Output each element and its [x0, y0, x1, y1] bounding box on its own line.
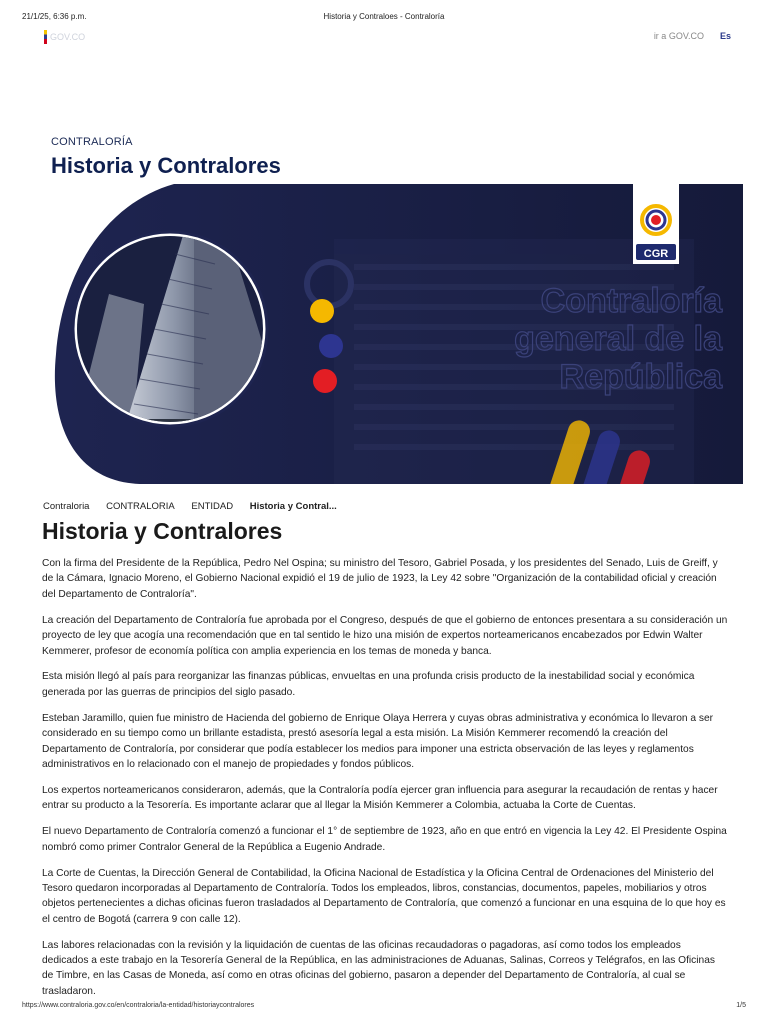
watermark-line-2: general de la — [514, 320, 722, 358]
cgr-logo-badge — [633, 184, 679, 264]
page-title: Historia y Contralores — [42, 518, 283, 544]
print-header — [0, 12, 768, 24]
paragraph: Esteban Jaramillo, quien fue ministro de Hacienda del gobierno de Enrique Olaya Herrera y cuyas obras administrativa y económica lo llevaron a ser considerado en su tiempo como un brillante estadista, prestó asesoría legal a esta misión. La Misión Kemmerer recomendó la creación del Departamento de Contraloría, por considerar que podía establecer los medios para imponer una estricta observación de las leyes y reglamentos administrativos en lo relacionado con el manejo de propiedades y fondos públicos. — [42, 712, 714, 770]
paragraph: La Corte de Cuentas, la Dirección General de Contabilidad, la Oficina Nacional de Estadística y la Oficina Central de Ordenaciones del Ministerio del Tesoro quedaron incorporadas al Departamento de Contraloría. Todos los empleados, libros, constancias, documentos, papeles, mobiliarios y otros objetos pertenecientes a dichas oficinas fueron trasladados al Departamento de Contraloría, que comenzó a funcionar en una esquina de lo que hoy es el centro de Bogotá (carrera 9 con calle 12). — [42, 867, 726, 925]
breadcrumb-item-contraloria[interactable]: Contraloria — [43, 501, 90, 512]
print-page-number: 1/5 — [736, 1002, 746, 1009]
breadcrumb-item-current: Historia y Contral... — [249, 501, 337, 512]
govco-logo-text: GOV.CO — [50, 32, 86, 42]
red-dot — [313, 369, 337, 393]
goto-govco-link[interactable]: ir a GOV.CO — [653, 31, 704, 41]
paragraph: Las labores relacionadas con la revisión y la liquidación de cuentas de las oficinas recaudadoras o pagadoras, así como todos los empleados dedicados a este trabajo en la Tesorería General de la República, en las administraciones de Aduanas, Salinas, Correos y Telégrafos, en las Oficinas de Timbre, en las Casas de Moneda, así como en otras oficinas del gobierno, pasaron a depender del Departamento de Contraloría, al cual se trasladaron. — [42, 939, 715, 997]
paragraph: Con la firma del Presidente de la República, Pedro Nel Ospina; su ministro del Tesoro, Gabriel Posada, y los presidentes del Senado, Luis de Greiff, y de la Cámara, Ignacio Moreno, el Gobierno Nacional expidió el 19 de julio de 1923, la Ley 42 sobre "Organización de la contabilidad oficial y creación del Departamento de Contraloría". — [42, 558, 718, 600]
paragraph: La creación del Departamento de Contraloría fue aprobada por el Congreso, después de que el gobierno de entonces presentara a su consideración un proyecto de ley que acogía una recomendación que en tal sentido le hizo una misión de expertos norteamericanos encabezados por Edwin Walter Kemmerer, profesor de economía política con amplia experiencia en los temas de moneda y banca. — [42, 614, 728, 657]
print-datetime: 21/1/25, 6:36 p.m. — [22, 12, 87, 21]
paragraph: El nuevo Departamento de Contraloría comenzó a funcionar el 1° de septiembre de 1923, año en que entró en vigencia la Ley 42. El Presidente Ospina nombró como primer Contralor General de la República a Eugenio Andrade. — [42, 826, 727, 853]
blue-dot — [319, 334, 343, 358]
section-label: CONTRALORÍA — [51, 136, 133, 148]
watermark-line-1: Contraloría — [540, 282, 722, 320]
breadcrumb-item-entidad[interactable]: ENTIDAD — [191, 501, 234, 512]
hero-title: Historia y Contralores — [51, 153, 281, 178]
breadcrumb-item-contraloria-section[interactable]: CONTRALORIA — [106, 501, 175, 512]
paragraph: Esta misión llegó al país para reorganizar las finanzas públicas, envueltas en una profunda crisis producto de la inestabilidad social y económica generada por las guerras de principios del siglo pasado. — [42, 671, 695, 698]
hero-banner — [54, 184, 743, 484]
article-content — [42, 556, 728, 1010]
language-selector[interactable]: Es — [719, 31, 731, 41]
cgr-badge-text: CGR — [643, 248, 669, 260]
breadcrumb — [43, 501, 351, 512]
yellow-dot — [310, 299, 334, 323]
gov-bar — [0, 28, 768, 46]
paragraph: Los expertos norteamericanos consideraron, además, que la Contraloría podía ejercer gran influencia para asegurar la recaudación de rentas y hacer entrar su producto a la Tesorería. Es importante aclarar que al llegar la Misión Kemmerer a Colombia, actuaba la Corte de Cuentas. — [42, 784, 718, 812]
colombia-flag-icon — [44, 30, 47, 44]
hero-banner-image — [54, 184, 743, 484]
watermark-line-3: República — [559, 358, 722, 396]
print-url: https://www.contraloria.gov.co/en/contraloria/la-entidad/historiaycontralores — [22, 1002, 255, 1009]
print-page-title: Historia y Contraloes - Contraloría — [323, 12, 445, 21]
govco-logo[interactable] — [44, 30, 94, 44]
